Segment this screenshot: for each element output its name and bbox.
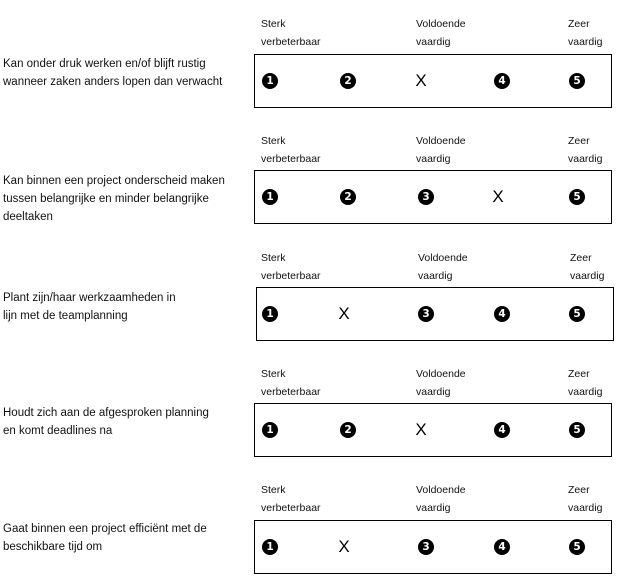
rating-option-1[interactable]: 1 — [262, 306, 278, 322]
rating-option-4[interactable]: 4 — [494, 73, 510, 89]
item-description: Houdt zich aan de afgesproken planning en komt deadlines na — [3, 407, 209, 437]
rating-selected-x[interactable]: X — [415, 71, 427, 90]
scale-label-low: Sterk verbeterbaar — [261, 484, 321, 514]
scale-label-high: Zeer vaardig — [568, 368, 603, 398]
rating-box — [254, 170, 612, 224]
scale-label-low: Sterk verbeterbaar — [261, 368, 321, 398]
rating-box — [254, 54, 612, 108]
rating-row-1 — [0, 0, 625, 118]
scale-label-mid: Voldoende vaardig — [416, 18, 466, 48]
scale-label-high: Zeer vaardig — [568, 484, 603, 514]
scale-label-high: Zeer vaardig — [568, 18, 603, 48]
scale-label-low: Sterk verbeterbaar — [261, 252, 321, 282]
rating-option-1[interactable]: 1 — [262, 189, 278, 205]
scale-label-high: Zeer vaardig — [568, 135, 603, 165]
rating-row-3 — [0, 235, 625, 353]
rating-option-1[interactable]: 1 — [262, 422, 278, 438]
rating-option-3[interactable]: 3 — [418, 189, 434, 205]
scale-label-low: Sterk verbeterbaar — [261, 18, 321, 48]
rating-box — [256, 287, 614, 341]
rating-option-1[interactable]: 1 — [262, 539, 278, 555]
scale-label-high: Zeer vaardig — [570, 252, 605, 282]
rating-box — [254, 403, 612, 457]
rating-selected-x[interactable]: X — [415, 420, 427, 439]
rating-option-2[interactable]: 2 — [340, 422, 356, 438]
rating-option-3[interactable]: 3 — [418, 306, 434, 322]
rating-row-2 — [0, 115, 625, 233]
rating-option-5[interactable]: 5 — [569, 189, 585, 205]
scale-label-mid: Voldoende vaardig — [416, 135, 466, 165]
rating-option-1[interactable]: 1 — [262, 73, 278, 89]
rating-option-5[interactable]: 5 — [569, 306, 585, 322]
rating-option-5[interactable]: 5 — [569, 539, 585, 555]
item-description: Kan onder druk werken en/of blijft rustig wanneer zaken anders lopen dan verwacht — [3, 58, 223, 88]
rating-selected-x[interactable]: X — [338, 537, 350, 556]
scale-label-low: Sterk verbeterbaar — [261, 135, 321, 165]
rating-row-5 — [0, 469, 625, 587]
item-description: Plant zijn/haar werkzaamheden in lijn met de teamplanning — [3, 292, 176, 322]
rating-selected-x[interactable]: X — [338, 304, 350, 323]
rating-option-4[interactable]: 4 — [494, 306, 510, 322]
rating-row-4 — [0, 352, 625, 470]
item-description: Kan binnen een project onderscheid maken tussen belangrijke en minder belangrijke deeltaken — [3, 175, 225, 223]
rating-option-4[interactable]: 4 — [494, 422, 510, 438]
scale-label-mid: Voldoende vaardig — [418, 252, 468, 282]
rating-option-3[interactable]: 3 — [418, 539, 434, 555]
rating-option-4[interactable]: 4 — [494, 539, 510, 555]
scale-label-mid: Voldoende vaardig — [416, 484, 466, 514]
rating-option-5[interactable]: 5 — [569, 422, 585, 438]
rating-option-2[interactable]: 2 — [340, 73, 356, 89]
item-description: Gaat binnen een project efficiënt met de beschikbare tijd om — [3, 523, 207, 553]
scale-label-mid: Voldoende vaardig — [416, 368, 466, 398]
rating-selected-x[interactable]: X — [492, 187, 504, 206]
rating-option-2[interactable]: 2 — [340, 189, 356, 205]
rating-option-5[interactable]: 5 — [569, 73, 585, 89]
rating-box — [254, 520, 612, 574]
